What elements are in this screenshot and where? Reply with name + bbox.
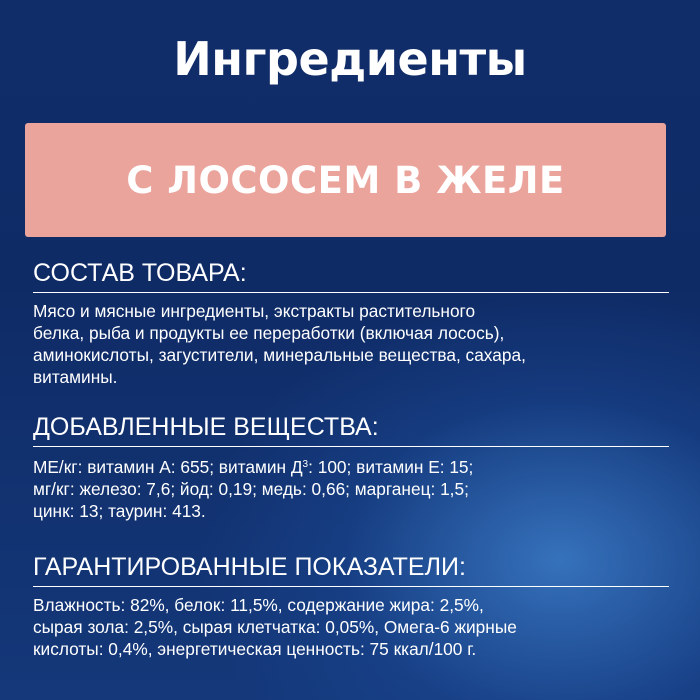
text-line (33, 454, 673, 478)
additives-section (33, 412, 673, 522)
composition-text (33, 300, 673, 388)
text-fragment: : 100; витамин Е: 15; (308, 457, 474, 477)
text-line: витамины. (33, 367, 118, 387)
text-line: мг/кг: железо: 7,6; йод: 0,19; медь: 0,66; марганец: 1,5; (33, 479, 469, 499)
text-line: цинк: 13; таурин: 413. (33, 501, 206, 521)
product-variant-banner (25, 123, 666, 237)
text-line: сырая зола: 2,5%, сырая клетчатка: 0,05%, Омега-6 жирные (33, 617, 517, 637)
banner-text: С ЛОСОСЕМ В ЖЕЛЕ (126, 158, 565, 202)
section-divider (33, 292, 669, 293)
page-title: Ингредиенты (173, 32, 527, 86)
text-line: кислоты: 0,4%, энергетическая ценность: 75 ккал/100 г. (33, 639, 477, 659)
composition-section (33, 258, 673, 388)
additives-header-label: ДОБАВЛЕННЫЕ ВЕЩЕСТВА: (33, 413, 379, 441)
additives-header (33, 412, 673, 447)
text-line: Мясо и мясные ингредиенты, экстракты растительного (33, 301, 476, 321)
guaranteed-values-header-label: ГАРАНТИРОВАННЫЕ ПОКАЗАТЕЛИ: (33, 553, 466, 581)
section-divider (33, 446, 669, 447)
additives-text (33, 454, 673, 522)
guaranteed-values-section (33, 552, 673, 660)
text-line: аминокислоты, загустители, минеральные вещества, сахара, (33, 345, 526, 365)
guaranteed-values-text (33, 594, 673, 660)
guaranteed-values-header (33, 552, 673, 587)
text-line: белка, рыба и продукты ее переработки (включая лосось), (33, 323, 505, 343)
section-divider (33, 586, 669, 587)
text-fragment: МЕ/кг: витамин А: 655; витамин Д (33, 457, 303, 477)
composition-header-label: СОСТАВ ТОВАРА: (33, 259, 247, 287)
composition-header (33, 258, 673, 293)
text-line: Влажность: 82%, белок: 11,5%, содержание жира: 2,5%, (33, 595, 484, 615)
superscript: 3 (302, 459, 309, 470)
